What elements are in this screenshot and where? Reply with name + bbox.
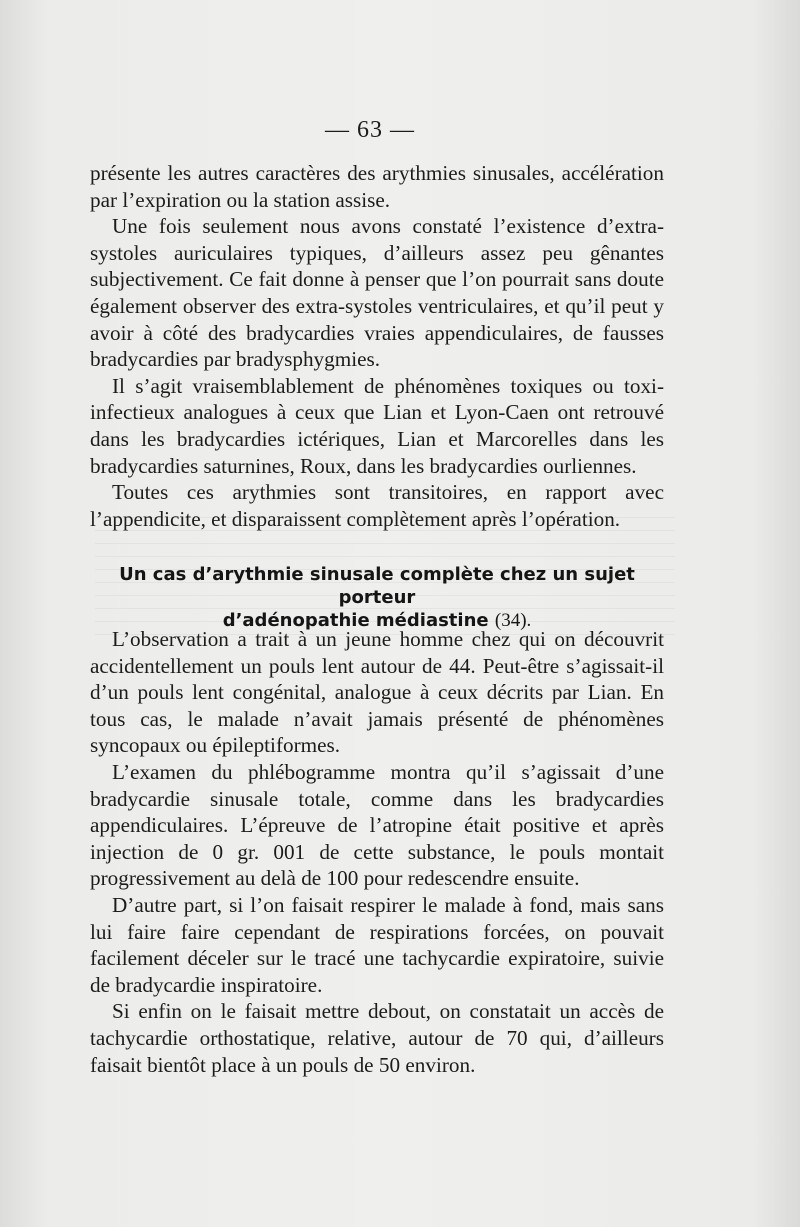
paragraph: Toutes ces arythmies sont transitoires, en rapport avec l’appendicite, et disparaissent complètement après l’opération. — [90, 480, 664, 531]
paragraph: présente les autres caractères des arythmies sinusales, accélération par l’expiration ou la station assise. — [90, 161, 664, 212]
top-text-block — [90, 160, 664, 532]
paragraph: D’autre part, si l’on faisait respirer le malade à fond, mais sans lui faire faire cependant de respirations forcées, on pouvait facilement déceler sur le tracé une tachycardie expiratoire, suivie de bradycardie inspiratoire. — [90, 892, 664, 997]
paragraph: L’observation a trait à un jeune homme chez qui on découvrit accidentellement un pouls lent autour de 44. Peut-être s’agissait-il d’un pouls lent congénital, analogue à ceux décrits par Lian. En tous cas, le malade n’avait jamais présenté de phénomènes syncopaux ou épileptiformes. — [90, 627, 664, 758]
paragraph: Une fois seulement nous avons constaté l’existence d’extra-systoles auriculaires typiques, d’ailleurs assez peu gênantes subjectivement. Ce fait donne à penser que l’on pourrait sans doute également observer des extra-systoles ventriculaires, et qu’il peut y avoir à côté des bradycardies vraies appendiculaires, de fausses bradycardies par bradysphygmies. — [90, 214, 664, 372]
paragraph: L’examen du phlébogramme montra qu’il s’agissait d’une bradycardie sinusale totale, comme dans les bradycardies appendiculaires. L’épreuve de l’atropine était positive et après injection de 0 gr. 001 de cette substance, le pouls montait progressivement au delà de 100 pour redescendre ensuite. — [90, 759, 664, 891]
page-number: — 63 — — [325, 117, 415, 143]
section-heading-line-1: Un cas d’arythmie sinusale complète chez un sujet porteur — [119, 564, 635, 608]
paragraph: Si enfin on le faisait mettre debout, on constatait un accès de tachycardie orthostatique, relative, autour de 70 qui, d’ailleurs faisait bientôt place à un pouls de 50 environ. — [90, 999, 664, 1077]
section-heading-reference: (34). — [494, 610, 532, 631]
section-heading — [90, 563, 664, 632]
paragraph: Il s’agit vraisemblablement de phénomènes toxiques ou toxi-infectieux analogues à ceux que Lian et Lyon-Caen ont retrouvé dans les bradycardies ictériques, Lian et Marcorelles dans les bradycardies saturnines, Roux, dans les bradycardies ourliennes. — [90, 373, 664, 478]
bottom-text-block — [90, 626, 664, 1078]
section-heading-line-2: d’adénopathie médiastine — [222, 610, 489, 631]
